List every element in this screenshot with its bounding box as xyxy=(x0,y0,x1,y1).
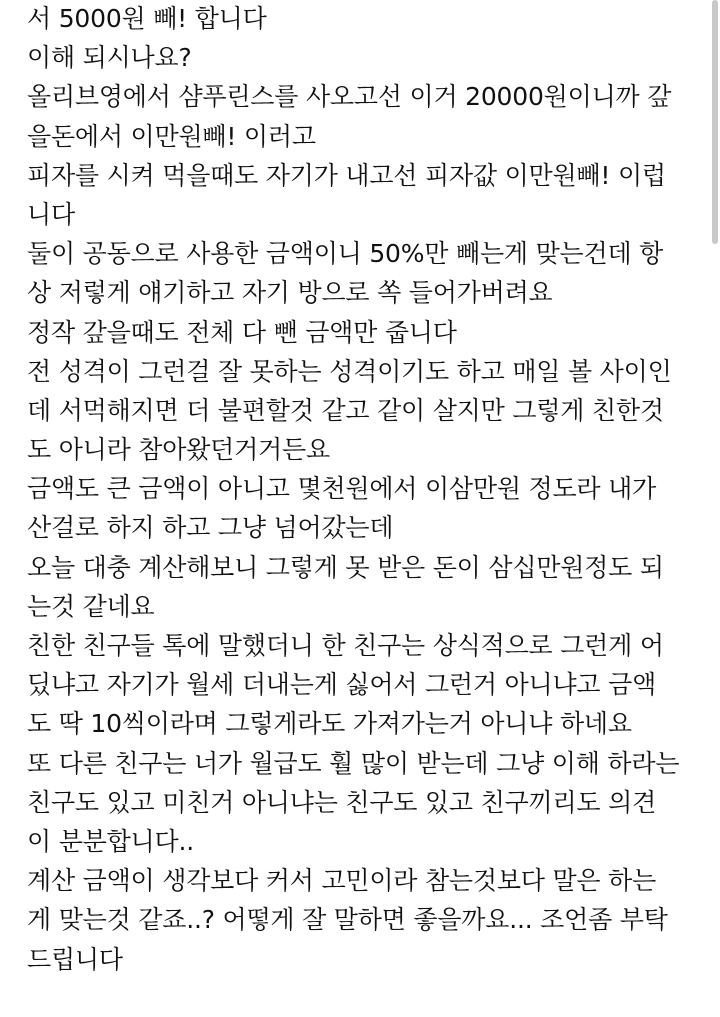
text-line: 올리브영에서 샴푸린스를 사오고선 이거 20000원이니까 갚 xyxy=(27,82,672,112)
text-line: 정작 갚을때도 전체 다 뺀 금액만 줍니다 xyxy=(27,317,457,347)
post-body-text xyxy=(27,0,702,979)
text-line: 산걸로 하지 하고 그냥 넘어갔는데 xyxy=(27,513,394,543)
text-line: 피자를 시켜 먹을때도 자기가 내고선 피자값 이만원빼! 이럽 xyxy=(27,160,666,190)
text-line: 계산 금액이 생각보다 커서 고민이라 참는것보다 말은 하는 xyxy=(27,866,657,896)
text-line: 친한 친구들 톡에 말했더니 한 친구는 상식적으로 그런게 어 xyxy=(27,631,664,660)
text-line: 을돈에서 이만원빼! 이러고 xyxy=(27,121,316,151)
text-line: 는것 같네요 xyxy=(27,591,155,621)
text-line: 드립니다 xyxy=(27,944,123,974)
text-line: 둘이 공동으로 사용한 금액이니 50%만 빼는게 맞는건데 항 xyxy=(27,239,664,269)
vertical-scrollbar[interactable] xyxy=(712,0,718,244)
text-line: 이 분분합니다.. xyxy=(27,826,194,856)
text-line: 전 성격이 그런걸 잘 못하는 성격이기도 하고 매일 볼 사이인 xyxy=(27,356,672,386)
text-line: 또 다른 친구는 너가 월급도 훨 많이 받는데 그냥 이해 하라는 xyxy=(27,748,680,778)
text-line: 도 딱 10씩이라며 그렇게라도 가져가는거 아니냐 하네요 xyxy=(27,709,632,739)
text-line: 서 5000원 빼! 합니다 xyxy=(27,4,267,33)
text-line: 이해 되시나요? xyxy=(27,43,192,73)
text-line: 금액도 큰 금액이 아니고 몇천원에서 이삼만원 정도라 내가 xyxy=(27,474,657,504)
text-line: 오늘 대충 계산해보니 그렇게 못 받은 돈이 삼십만원정도 되 xyxy=(27,552,664,582)
text-line: 딨냐고 자기가 월세 더내는게 싫어서 그런거 아니냐고 금액 xyxy=(27,670,657,700)
text-line: 상 저렇게 얘기하고 자기 방으로 쏙 들어가버려요 xyxy=(27,278,553,308)
text-line: 친구도 있고 미친거 아니냐는 친구도 있고 친구끼리도 의견 xyxy=(27,787,657,817)
text-line: 도 아니라 참아왔던거거든요 xyxy=(27,435,330,465)
text-line: 니다 xyxy=(27,199,75,229)
text-line: 데 서먹해지면 더 불편할것 같고 같이 살지만 그렇게 친한것 xyxy=(27,395,664,425)
text-line: 게 맞는것 같죠..? 어떻게 잘 말하면 좋을까요... 조언좀 부탁 xyxy=(27,905,668,935)
